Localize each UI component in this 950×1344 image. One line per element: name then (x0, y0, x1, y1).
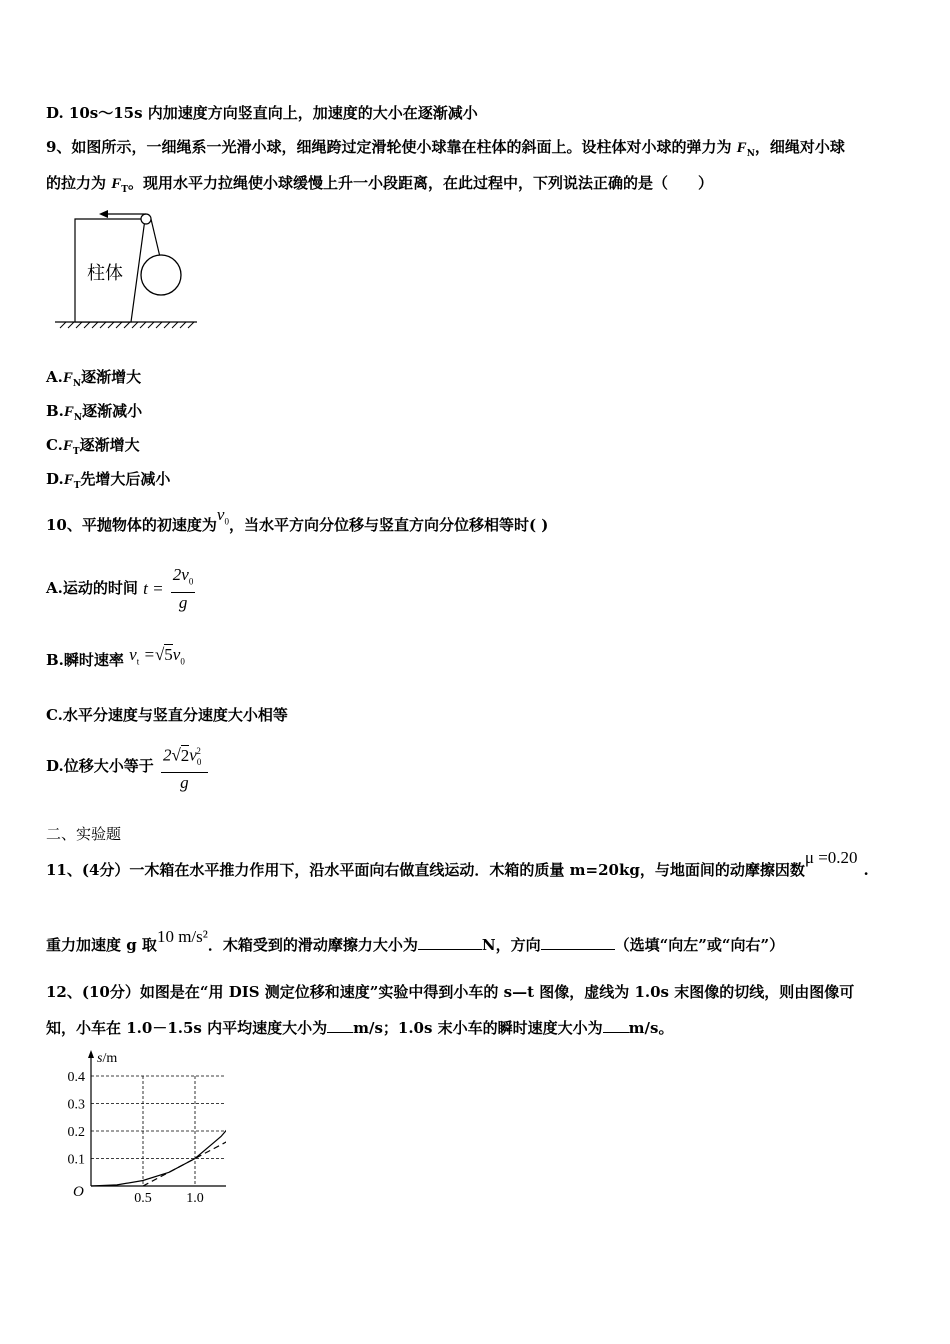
q9-stem-text-d: 。现用水平力拉绳使小球缓慢上升一小段距离，在此过程中，下列说法正确的是（ ） (127, 174, 713, 192)
q10-option-a: A.运动的时间 t = $\frac{2v_0}{g}$ (46, 565, 194, 612)
q11-blank-friction[interactable] (418, 935, 482, 950)
q9-stem-line1: 9、如图所示，一细绳系一光滑小球，细绳跨过定滑轮使小球靠在柱体的斜面上。设柱体对小球的弹力为 $F_N$，细绳对小球 (46, 138, 845, 159)
s-t-curve (91, 1106, 226, 1186)
pulley (141, 214, 151, 224)
q9-stem-text-c: 的拉力为 (46, 174, 112, 192)
q11-blank-direction[interactable] (541, 935, 615, 950)
y-axis-label: s/m (97, 1051, 118, 1066)
q12-line2: 知，小车在 1.0－1.5s 内平均速度大小为 m/s；1.0s 末小车的瞬时速度大小为 m/s。 (46, 1019, 674, 1037)
x-tick-label-1: 1.0 (186, 1191, 204, 1206)
y-tick-label-1: 0.2 (67, 1125, 85, 1140)
origin-label: O (73, 1184, 84, 1200)
q11-line1: 11、(4分）一木箱在水平推力作用下，沿水平面向右做直线运动．木箱的质量 m=20kg，与地面间的动摩擦因数μ =0.20. (46, 848, 869, 879)
q9-stem-text-a: 9、如图所示，一细绳系一光滑小球，细绳跨过定滑轮使小球靠在柱体的斜面上。设柱体对小球的弹力为 (46, 138, 737, 156)
x-tick-label-0: 0.5 (134, 1191, 152, 1206)
s-t-chart (56, 1046, 226, 1216)
q12-blank-instant-speed[interactable] (603, 1018, 629, 1033)
y-tick-label-0: 0.1 (67, 1152, 85, 1168)
q9-stem-line2: 的拉力为 $F_T$。现用水平力拉绳使小球缓慢上升一小段距离，在此过程中，下列说法正确的是（ ） (46, 174, 713, 195)
y-tick-label-2: 0.3 (67, 1097, 85, 1113)
q9-stem-text-b: ，细绳对小球 (754, 138, 845, 156)
q8-option-d: D. 10s～15s 内加速度方向竖直向上，加速度的大小在逐渐减小 (46, 104, 478, 122)
y-axis-arrow (88, 1050, 94, 1058)
q9-pillar-figure (50, 205, 200, 330)
q10-option-b: B.瞬时速率 $v_t =√5v_0$ (46, 645, 185, 669)
q10-option-c: C.水平分速度与竖直分速度大小相等 (46, 706, 288, 724)
q12-line1: 12、(10分）如图是在“用 DIS 测定位移和速度”实验中得到小车的 s—t 图像，虚线为 1.0s 末图像的切线，则由图像可 (46, 983, 855, 1001)
ball (141, 255, 181, 295)
pillar-label: 柱体 (87, 263, 123, 283)
q10-stem: 10、平抛物体的初速度为$v_0$，当水平方向分位移与竖直方向分位移相等时( ) (46, 505, 549, 534)
q9-option-a: $A.F_N$逐渐增大 (46, 368, 142, 389)
q11-line2: 重力加速度 g 取10 m/s²．木箱受到的滑动摩擦力大小为 N，方向 （选填“向左”或“向右”） (46, 927, 785, 954)
section-title: 二、实验题 (46, 825, 122, 843)
q9-option-c: $C.F_T$逐渐增大 (46, 436, 140, 457)
q9-option-b: $B.F_N$逐渐减小 (46, 402, 143, 423)
q12-blank-average-speed[interactable] (327, 1018, 353, 1033)
y-tick-label-3: 0.4 (67, 1070, 85, 1085)
q10-option-d: D.位移大小等于 $\frac{2√2v_0^2}{g}$ (46, 738, 208, 794)
q9-option-d: $D.F_T$先增大后减小 (46, 470, 171, 491)
